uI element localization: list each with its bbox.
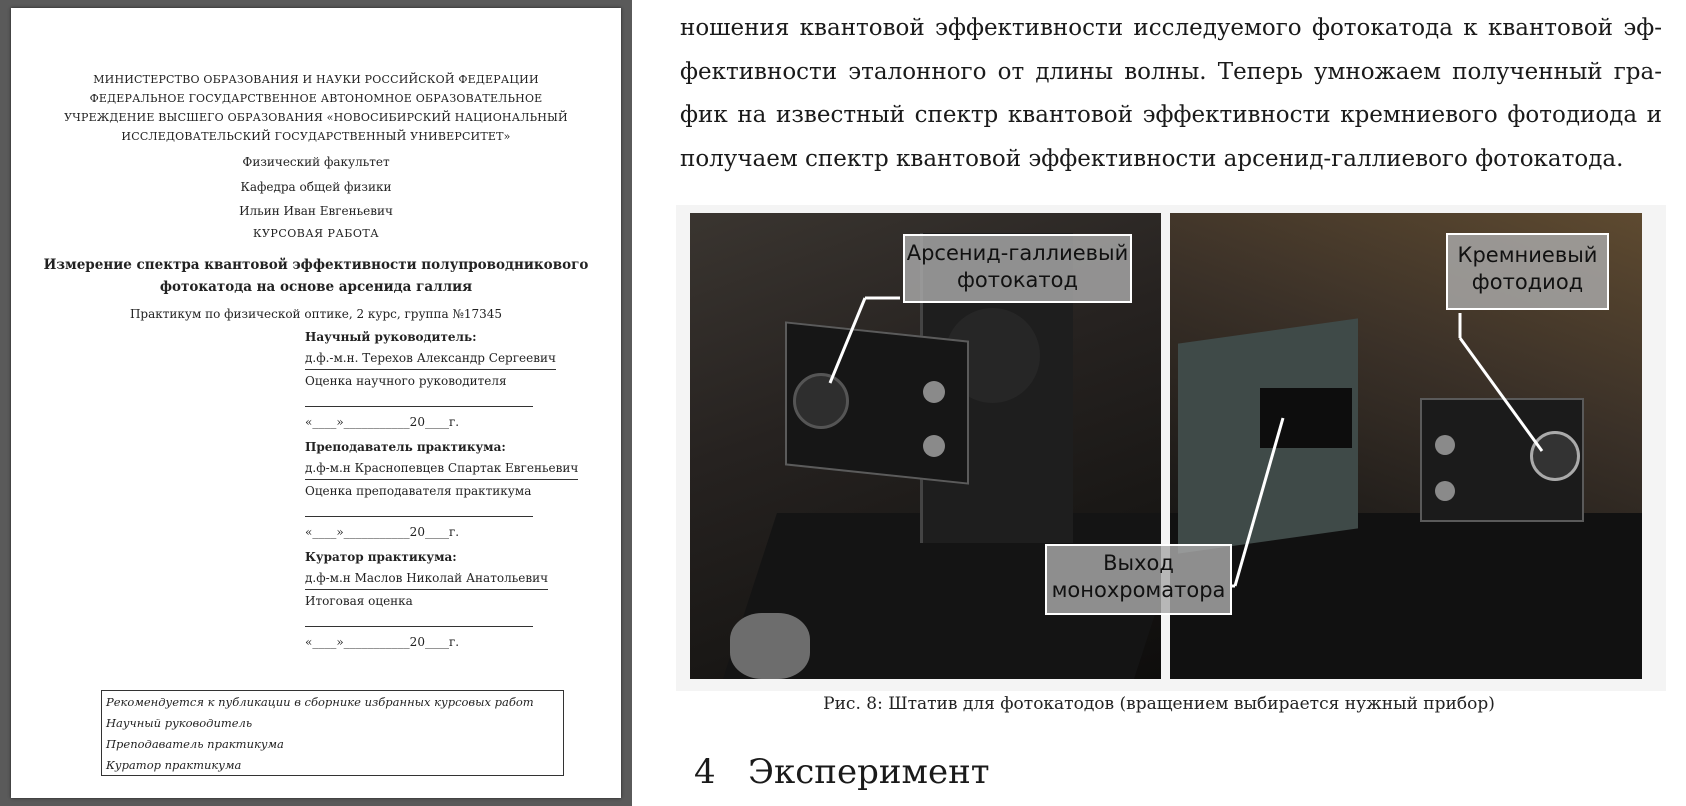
recommendation-line: Научный руководитель <box>106 716 253 730</box>
callout-text: Кремниевый <box>1457 243 1598 267</box>
signature-block-teacher <box>305 436 605 547</box>
body-line: ношения квантовой эффективности исследуемого фотокатода к квантовой эф- <box>680 15 1662 41</box>
photo-right-si-photodiode <box>1170 213 1642 679</box>
work-title-line: Измерение спектра квантовой эффективности полупроводникового <box>43 257 589 273</box>
callout-si-photodiode <box>1446 233 1609 310</box>
signature-date: «____»___________20____г. <box>305 525 460 539</box>
figure-photo <box>676 205 1666 691</box>
signature-date: «____»___________20____г. <box>305 635 460 649</box>
ministry-line: МИНИСТЕРСТВО ОБРАЗОВАНИЯ И НАУКИ РОССИЙСКОЙ ФЕДЕРАЦИИ <box>93 73 539 86</box>
grade-line <box>305 392 533 407</box>
section-heading <box>694 752 990 792</box>
work-title-line: фотокатода на основе арсенида галлия <box>159 279 473 295</box>
body-paragraph <box>680 7 1662 181</box>
title-page <box>11 8 621 798</box>
recommendation-box <box>101 690 564 776</box>
section-number: 4 <box>694 752 716 792</box>
work-type: КУРСОВАЯ РАБОТА <box>252 227 380 240</box>
faculty: Физический факультет <box>242 155 390 169</box>
grade-line <box>305 502 533 517</box>
callout-text: фотодиод <box>1471 270 1584 294</box>
figure-caption: Рис. 8: Штатив для фотокатодов (вращением выбирается нужный прибор) <box>823 694 1495 714</box>
ministry-line: УЧРЕЖДЕНИЕ ВЫСШЕГО ОБРАЗОВАНИЯ «НОВОСИБИРСКИЙ НАЦИОНАЛЬНЫЙ <box>64 111 568 124</box>
signature-role: Преподаватель практикума: <box>305 440 506 454</box>
callout-text: Выход <box>1103 551 1174 575</box>
body-line: фективности эталонного от длины волны. Теперь умножаем полученный гра- <box>680 58 1662 85</box>
callout-text: Арсенид-галлиевый <box>906 241 1129 265</box>
work-title <box>11 254 621 298</box>
department: Кафедра общей физики <box>240 180 392 194</box>
signature-grade-label: Итоговая оценка <box>305 594 413 608</box>
callout-text: монохроматора <box>1051 578 1226 602</box>
callout-monochromator-exit <box>1045 544 1232 615</box>
signature-block-supervisor <box>305 326 605 437</box>
title-page-panel <box>0 0 632 806</box>
signature-name: д.ф-м.н Краснопевцев Спартак Евгеньевич <box>305 458 578 480</box>
signature-grade-label: Оценка преподавателя практикума <box>305 484 532 498</box>
ministry-line: ФЕДЕРАЛЬНОЕ ГОСУДАРСТВЕННОЕ АВТОНОМНОЕ ОБРАЗОВАТЕЛЬНОЕ <box>89 92 543 105</box>
recommendation-line: Куратор практикума <box>106 758 242 772</box>
recommendation-line: Рекомендуется к публикации в сборнике избранных курсовых работ <box>106 695 534 709</box>
section-title: Эксперимент <box>748 752 990 792</box>
recommendation-line: Преподаватель практикума <box>106 737 284 751</box>
ministry-line: ИССЛЕДОВАТЕЛЬСКИЙ ГОСУДАРСТВЕННЫЙ УНИВЕРСИТЕТ» <box>121 130 511 143</box>
body-line: фик на известный спектр квантовой эффективности кремниевого фотодиода и <box>680 102 1662 128</box>
signature-role: Научный руководитель: <box>305 330 477 344</box>
grade-line <box>305 612 533 627</box>
callout-gaas-photocathode <box>903 234 1132 303</box>
signature-grade-label: Оценка научного руководителя <box>305 374 507 388</box>
document-page <box>632 0 1686 806</box>
ministry-header <box>11 70 621 146</box>
body-line: получаем спектр квантовой эффективности арсенид-галлиевого фотокатода. <box>680 145 1624 172</box>
signature-name: д.ф.-м.н. Терехов Александр Сергеевич <box>305 348 556 370</box>
signature-name: д.ф-м.н Маслов Николай Анатольевич <box>305 568 548 590</box>
signature-role: Куратор практикума: <box>305 550 457 564</box>
course-info: Практикум по физической оптике, 2 курс, группа №17345 <box>129 307 503 321</box>
signature-block-curator <box>305 546 605 657</box>
author-name: Ильин Иван Евгеньевич <box>239 204 393 218</box>
signature-date: «____»___________20____г. <box>305 415 460 429</box>
callout-text: фотокатод <box>956 268 1079 292</box>
